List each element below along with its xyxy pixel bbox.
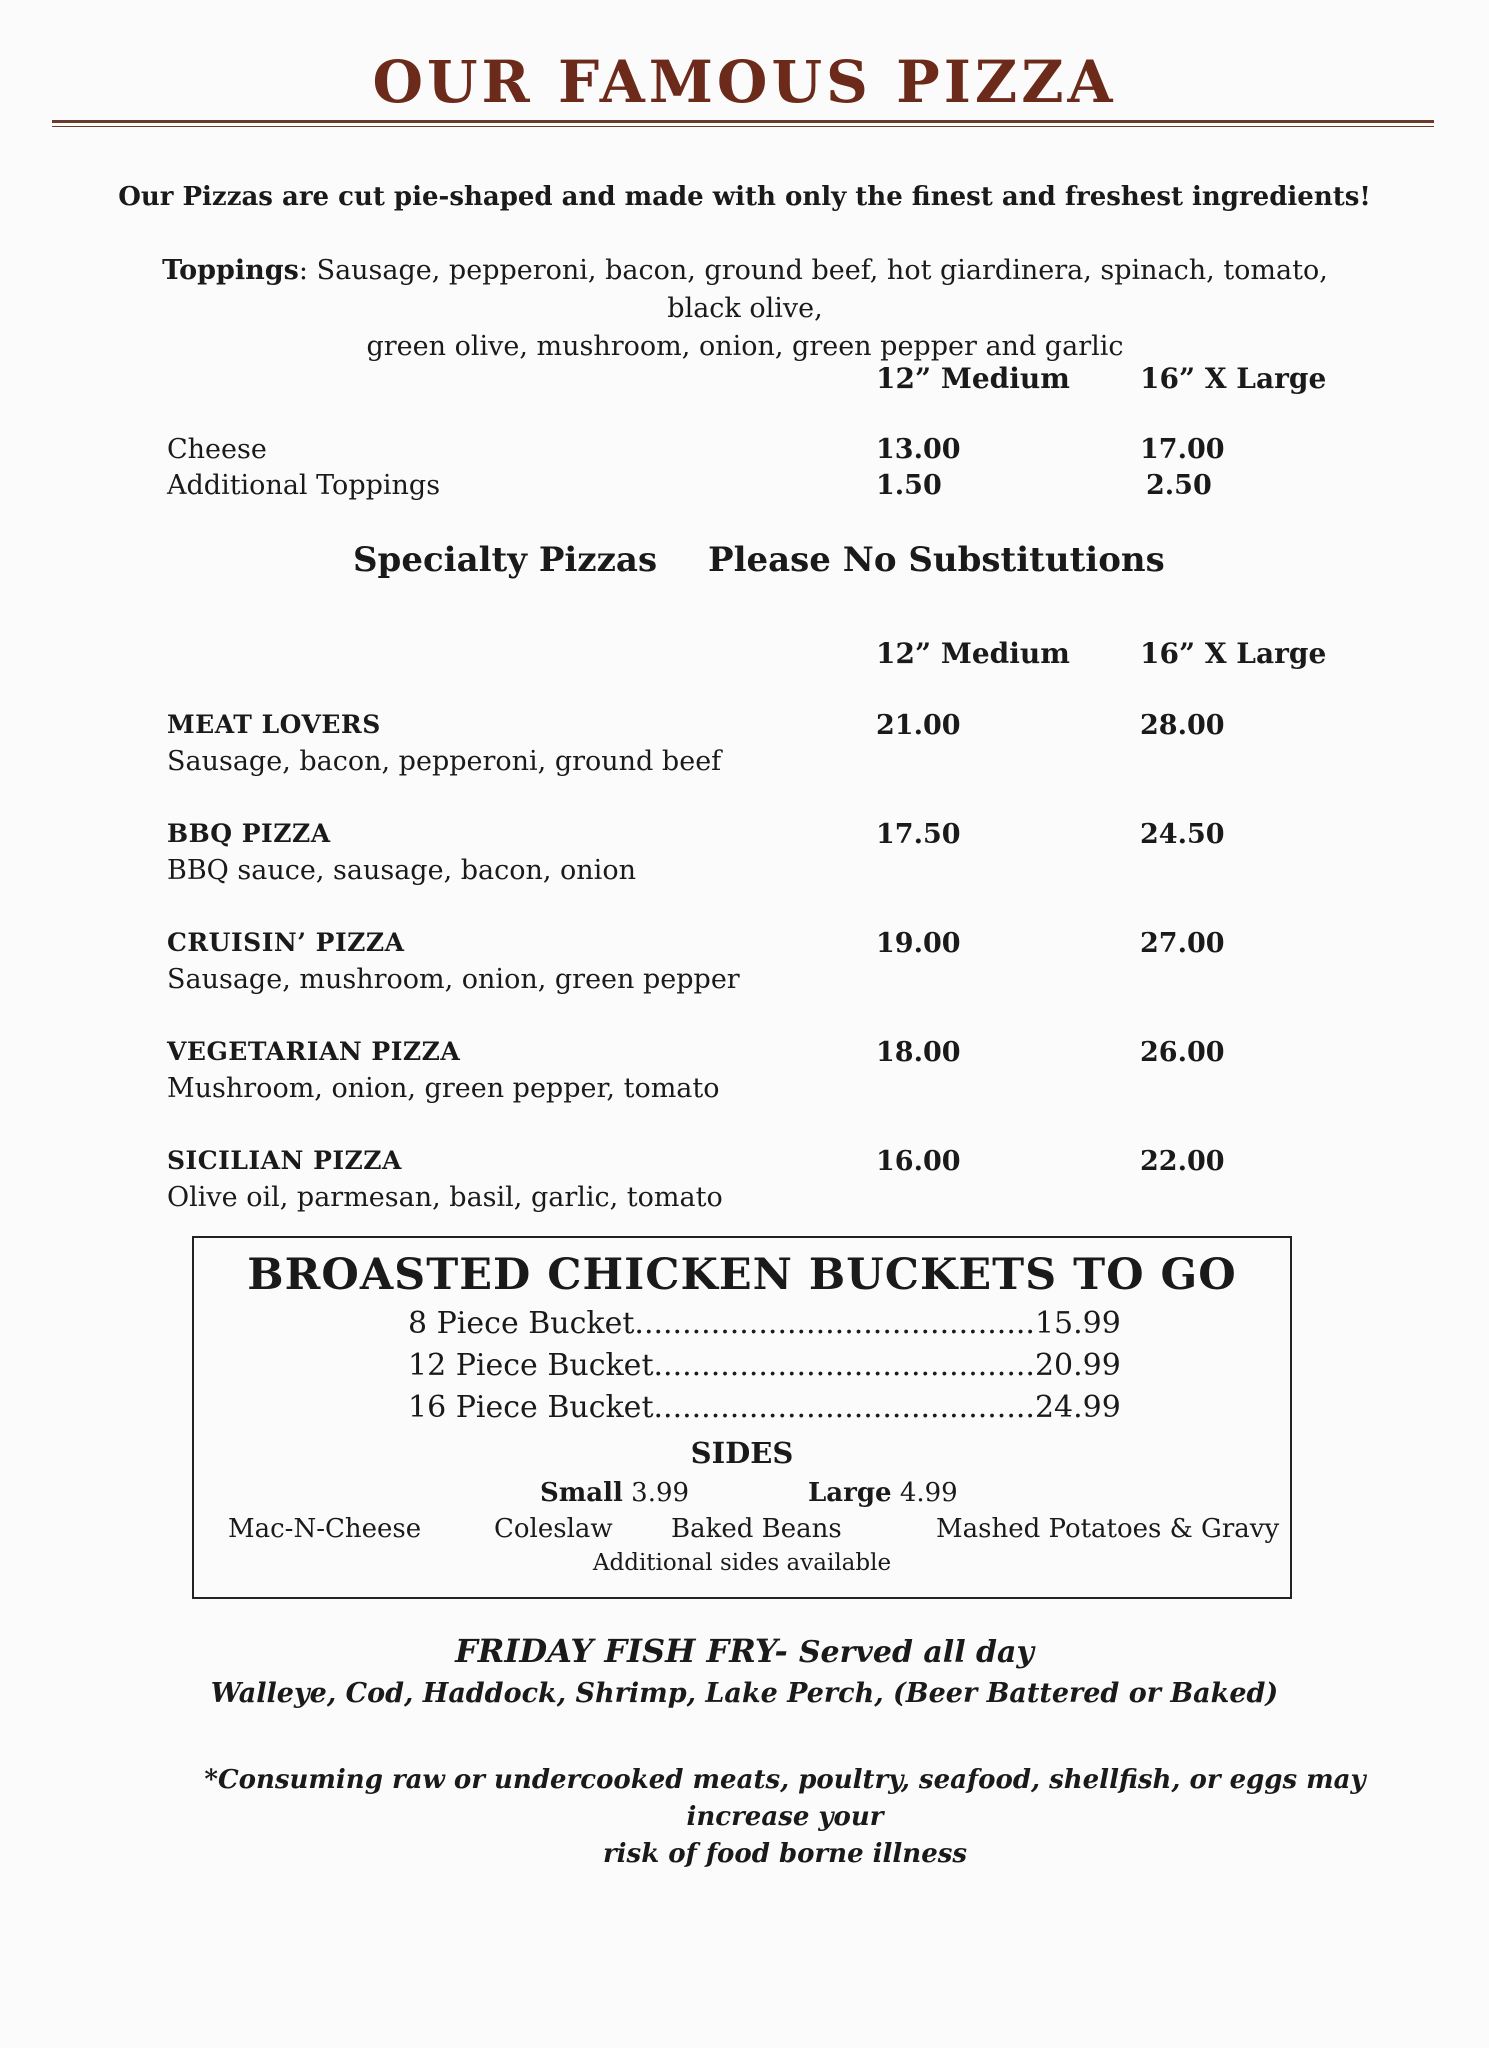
pizza-description: Sausage, bacon, pepperoni, ground beef xyxy=(167,746,722,777)
side-item: Baked Beans xyxy=(671,1514,842,1544)
toppings-line-2: green olive, mushroom, onion, green pepper and garlic xyxy=(366,331,1124,362)
pizza-price-xlarge: 26.00 xyxy=(1140,1037,1225,1068)
bucket-row xyxy=(408,1390,1121,1425)
title-divider-thin xyxy=(52,126,1434,127)
basic-item-price-medium: 1.50 xyxy=(876,470,942,501)
pizza-price-medium: 17.50 xyxy=(876,819,961,850)
basic-item-name: Additional Toppings xyxy=(167,470,441,501)
bucket-leader: ........................................ xyxy=(653,1348,1035,1383)
pizza-price-xlarge: 24.50 xyxy=(1140,819,1225,850)
basic-item-price-xlarge: 2.50 xyxy=(1146,470,1212,501)
small-label: Small xyxy=(540,1478,623,1508)
side-item: Mashed Potatoes & Gravy xyxy=(936,1514,1280,1544)
pizza-name: CRUISIN’ PIZZA xyxy=(167,928,405,957)
fish-fry-subtitle: Served all day xyxy=(798,1635,1034,1670)
page-title: OUR FAMOUS PIZZA xyxy=(372,48,1117,116)
warning-line-1: *Consuming raw or undercooked meats, poultry, seafood, shellfish, or eggs may increase your xyxy=(204,1765,1366,1832)
bucket-price: 15.99 xyxy=(1034,1306,1121,1341)
specialty-note: Please No Substitutions xyxy=(708,540,1165,580)
pizza-price-medium: 18.00 xyxy=(876,1037,961,1068)
pizza-price-xlarge: 28.00 xyxy=(1140,710,1225,741)
specialty-heading: Specialty Pizzas xyxy=(353,540,658,580)
pizza-price-medium: 16.00 xyxy=(876,1146,961,1177)
side-item: Coleslaw xyxy=(494,1514,613,1544)
bucket-price: 24.99 xyxy=(1034,1390,1121,1425)
bucket-row xyxy=(408,1348,1121,1383)
warning-line-2: risk of food borne illness xyxy=(602,1839,968,1869)
pizza-price-xlarge: 27.00 xyxy=(1140,928,1225,959)
additional-sides-note: Additional sides available xyxy=(592,1550,892,1576)
pizza-name: VEGETARIAN PIZZA xyxy=(167,1037,461,1066)
basic-item-price-medium: 13.00 xyxy=(876,434,961,465)
side-item: Mac-N-Cheese xyxy=(228,1514,422,1544)
pizza-description: Sausage, mushroom, onion, green pepper xyxy=(167,964,740,995)
pizza-description: BBQ sauce, sausage, bacon, onion xyxy=(167,855,636,886)
intro-text: Our Pizzas are cut pie-shaped and made with only the finest and freshest ingredients! xyxy=(118,182,1371,212)
chicken-title: BROASTED CHICKEN BUCKETS TO GO xyxy=(247,1250,1237,1300)
toppings-line-1: : Sausage, pepperoni, bacon, ground beef, hot giardinera, spinach, tomato, black olive, xyxy=(298,255,1328,324)
large-size xyxy=(808,1478,958,1508)
size-header-medium: 12” Medium xyxy=(876,362,1070,395)
pizza-name: BBQ PIZZA xyxy=(167,819,331,848)
bucket-price: 20.99 xyxy=(1034,1348,1121,1383)
specialty-size-header-medium: 12” Medium xyxy=(876,637,1070,670)
bucket-leader: ........................................ xyxy=(653,1390,1035,1425)
specialty-size-header-xlarge: 16” X Large xyxy=(1140,637,1327,670)
small-size xyxy=(540,1478,689,1508)
large-label: Large xyxy=(808,1478,892,1508)
pizza-description: Olive oil, parmesan, basil, garlic, tomato xyxy=(167,1182,723,1213)
bucket-row xyxy=(408,1306,1121,1341)
pizza-price-medium: 21.00 xyxy=(876,710,961,741)
fish-fry-options: Walleye, Cod, Haddock, Shrimp, Lake Perch, (Beer Battered or Baked) xyxy=(210,1678,1279,1709)
bucket-leader: .......................................... xyxy=(634,1306,1035,1341)
food-safety-warning xyxy=(150,1762,1420,1873)
fish-fry-title: FRIDAY FISH FRY- xyxy=(455,1632,788,1670)
sides-heading: SIDES xyxy=(690,1436,794,1470)
bucket-name: 8 Piece Bucket xyxy=(408,1306,635,1341)
pizza-price-medium: 19.00 xyxy=(876,928,961,959)
bucket-name: 12 Piece Bucket xyxy=(408,1348,654,1383)
basic-item-price-xlarge: 17.00 xyxy=(1140,434,1225,465)
basic-item-name: Cheese xyxy=(167,434,267,465)
bucket-name: 16 Piece Bucket xyxy=(408,1390,654,1425)
size-header-xlarge: 16” X Large xyxy=(1140,362,1327,395)
fish-fry-heading xyxy=(0,1632,1489,1670)
pizza-name: MEAT LOVERS xyxy=(167,710,381,739)
toppings-block xyxy=(130,252,1360,366)
title-divider xyxy=(52,120,1434,123)
small-price: 3.99 xyxy=(631,1478,690,1508)
large-price: 4.99 xyxy=(899,1478,958,1508)
pizza-name: SICILIAN PIZZA xyxy=(167,1146,402,1175)
toppings-label: Toppings xyxy=(162,255,299,286)
pizza-price-xlarge: 22.00 xyxy=(1140,1146,1225,1177)
pizza-description: Mushroom, onion, green pepper, tomato xyxy=(167,1073,720,1104)
